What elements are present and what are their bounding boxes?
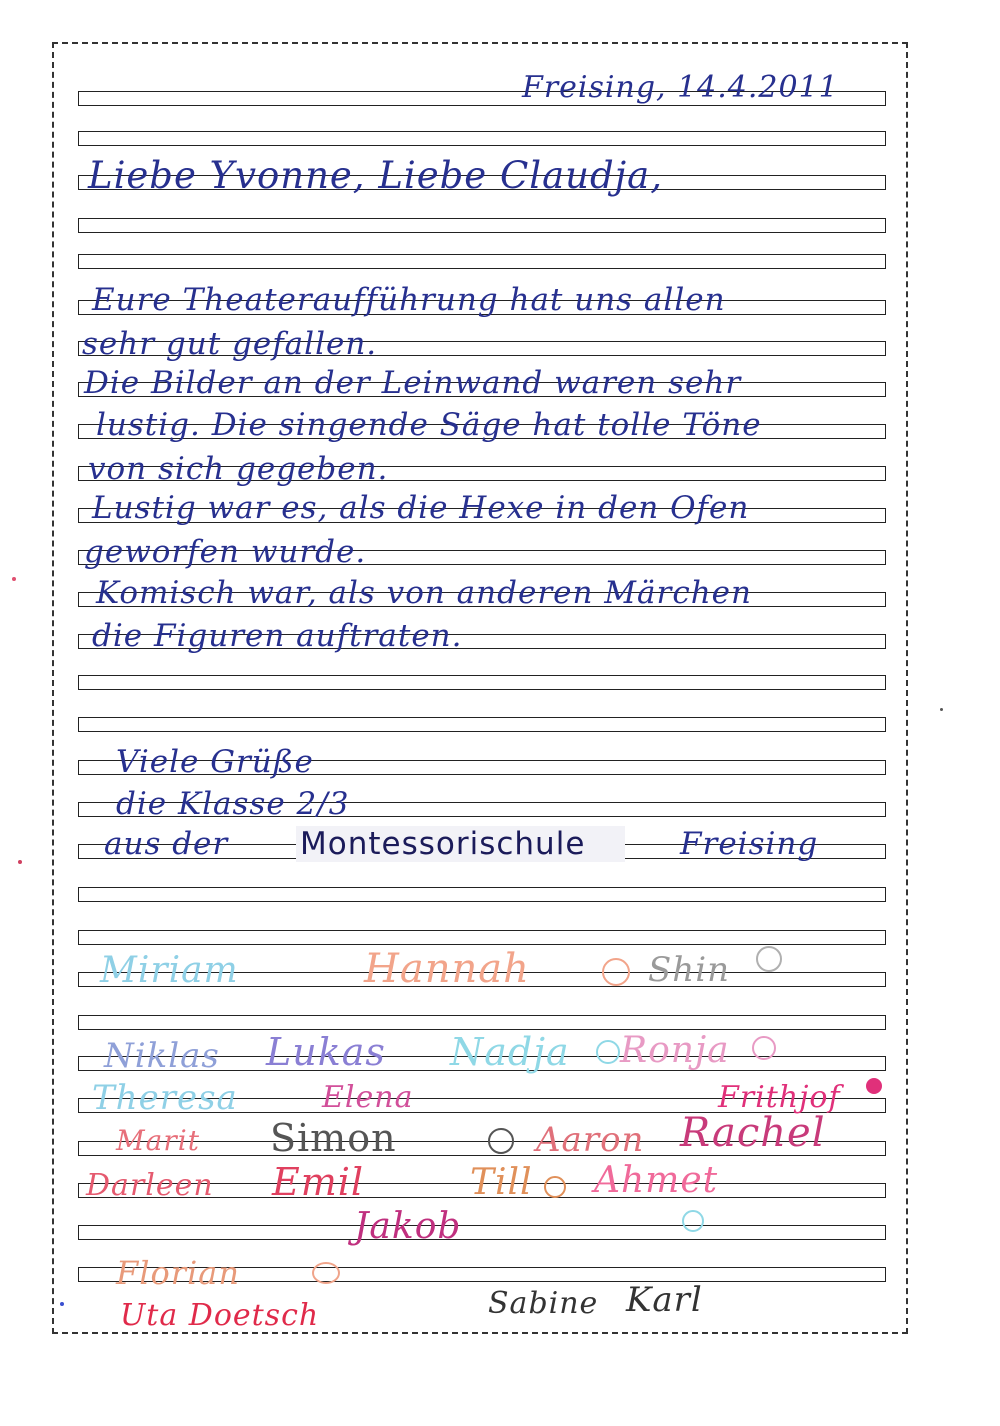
signature: Rachel — [680, 1110, 826, 1156]
signature: Shin — [648, 950, 730, 990]
signature: Till — [470, 1162, 533, 1203]
signature: Ronja — [620, 1030, 730, 1071]
margin-dot — [940, 708, 943, 711]
salutation: Liebe Yvonne, Liebe Claudja, — [88, 154, 663, 197]
ruled-line — [78, 1015, 886, 1030]
ruled-line — [78, 131, 886, 146]
sender-school-stamp: Montessorischule — [296, 826, 625, 862]
flower-doodle-icon — [544, 1176, 566, 1198]
signature: Darleen — [86, 1168, 214, 1203]
sender-town: Freising — [680, 826, 819, 862]
signature: Florian — [116, 1254, 240, 1292]
signature: Nadja — [450, 1030, 570, 1074]
sender-prefix: aus der — [104, 826, 229, 862]
body-line-7: geworfen wurde. — [84, 534, 367, 570]
ruled-line — [78, 254, 886, 269]
ruled-line — [78, 717, 886, 732]
signature: Hannah — [364, 946, 530, 992]
body-line-1: Eure Theateraufführung hat uns allen — [92, 282, 726, 318]
margin-dot — [60, 1302, 64, 1306]
smiley-doodle-icon — [312, 1262, 340, 1284]
signature: Aaron — [536, 1120, 645, 1160]
margin-dot — [18, 860, 22, 864]
signature: Frithjof — [718, 1080, 841, 1115]
closing-class: die Klasse 2/3 — [116, 786, 350, 822]
signature: Uta Doetsch — [120, 1298, 320, 1333]
flower-doodle-icon — [866, 1078, 882, 1094]
ruled-line — [78, 1225, 886, 1240]
signature: Karl — [626, 1280, 703, 1320]
body-line-8: Komisch war, als von anderen Märchen — [96, 575, 752, 611]
signature: Emil — [272, 1160, 365, 1204]
body-line-4: lustig. Die singende Säge hat tolle Töne — [96, 407, 762, 443]
margin-dot — [12, 577, 16, 581]
body-line-2: sehr gut gefallen. — [82, 326, 378, 362]
signature: Sabine — [488, 1286, 599, 1321]
ruled-line — [78, 675, 886, 690]
body-line-3: Die Bilder an der Leinwand waren sehr — [84, 365, 742, 401]
smiley-doodle-icon — [488, 1128, 514, 1154]
smiley-doodle-icon — [602, 958, 630, 986]
flower-doodle-icon — [596, 1040, 620, 1064]
signature: Lukas — [266, 1030, 386, 1074]
place-date: Freising, 14.4.2011 — [522, 70, 839, 105]
body-line-9: die Figuren auftraten. — [92, 618, 463, 654]
body-line-5: von sich gegeben. — [88, 451, 389, 487]
body-line-6: Lustig war es, als die Hexe in den Ofen — [92, 490, 750, 526]
signature: Elena — [322, 1080, 414, 1115]
signature: Marit — [116, 1124, 200, 1157]
ruled-line — [78, 930, 886, 945]
signature: Ahmet — [594, 1160, 719, 1201]
signature: Miriam — [100, 950, 239, 991]
flower-doodle-icon — [756, 946, 782, 972]
flower-doodle-icon — [752, 1036, 776, 1060]
ruled-line — [78, 218, 886, 233]
signature: Niklas — [104, 1036, 220, 1076]
signature: Simon — [270, 1116, 397, 1160]
signature: Theresa — [92, 1078, 238, 1118]
closing-greeting: Viele Grüße — [116, 744, 314, 780]
signature: Jakob — [354, 1206, 462, 1247]
ruled-line — [78, 887, 886, 902]
heart-doodle-icon — [682, 1210, 704, 1232]
